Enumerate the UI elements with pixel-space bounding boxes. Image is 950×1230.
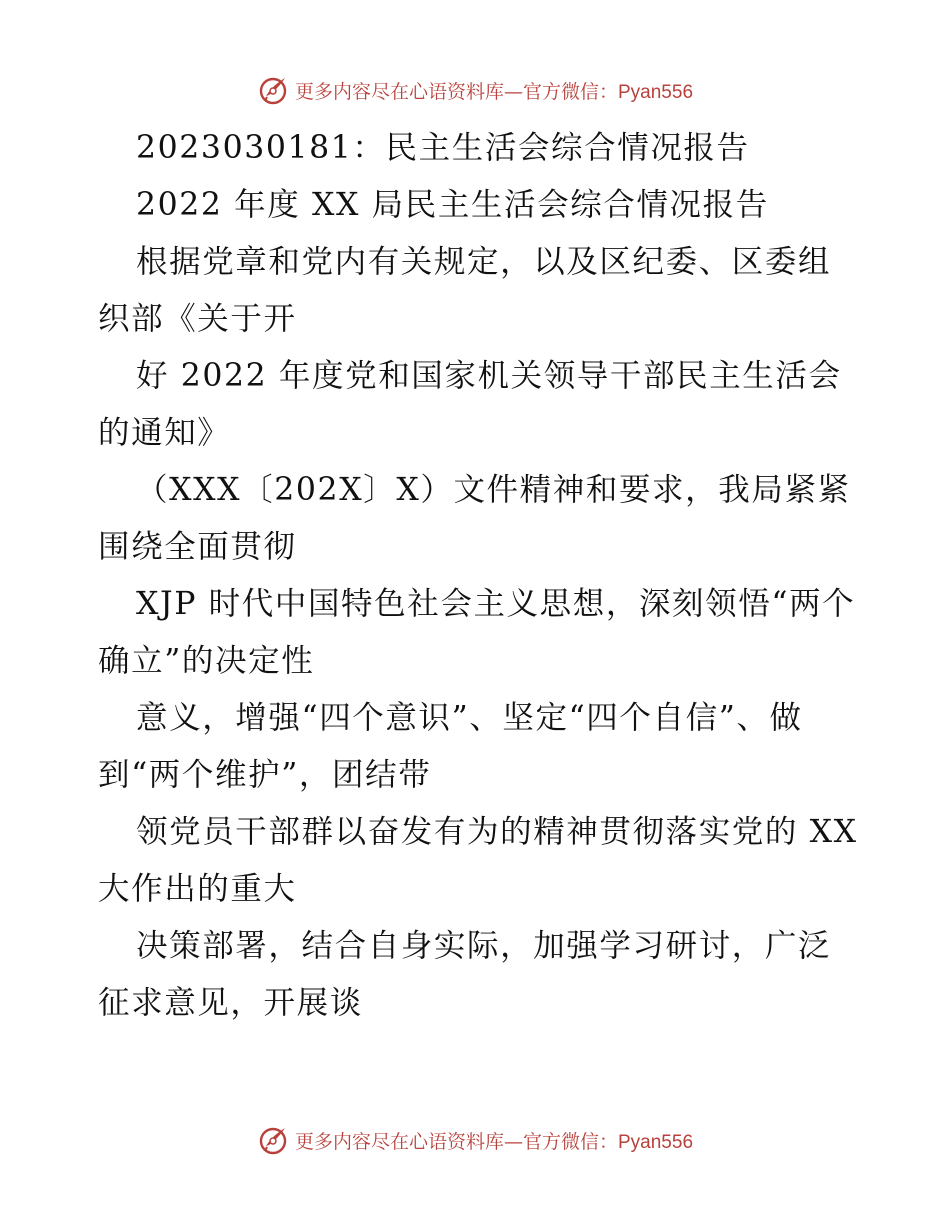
document-line: （XXX〔202X〕X）文件精神和要求，我局紧紧围绕全面贯彻 bbox=[98, 472, 851, 565]
header-watermark bbox=[0, 70, 950, 110]
watermark-text bbox=[295, 1127, 693, 1154]
watermark-label: 更多内容尽在心语资料库—官方微信： bbox=[294, 1130, 618, 1153]
document-body bbox=[98, 120, 858, 1032]
footer-watermark bbox=[0, 1120, 950, 1160]
document-line: 好 2022 年度党和国家机关领导干部民主生活会的通知》 bbox=[98, 358, 842, 451]
watermark-label: 更多内容尽在心语资料库—官方微信： bbox=[294, 80, 618, 103]
feather-pen-logo-icon bbox=[257, 1124, 289, 1156]
document-line: 领党员干部群以奋发有为的精神贯彻落实党的 XX 大作出的重大 bbox=[98, 814, 858, 907]
document-line: 根据党章和党内有关规定，以及区纪委、区委组织部《关于开 bbox=[98, 244, 832, 337]
document-line: 意义，增强“四个意识”、坚定“四个自信”、做到“两个维护”，团结带 bbox=[98, 700, 803, 793]
watermark-account: Pyan556 bbox=[618, 1131, 694, 1153]
watermark-text bbox=[295, 77, 693, 104]
feather-pen-logo-icon bbox=[257, 74, 289, 106]
document-line: XJP 时代中国特色社会主义思想，深刻领悟“两个确立”的决定性 bbox=[98, 586, 856, 679]
document-line: 2022 年度 XX 局民主生活会综合情况报告 bbox=[136, 187, 769, 223]
document-line: 2023030181：民主生活会综合情况报告 bbox=[136, 130, 750, 166]
document-line: 决策部署，结合自身实际，加强学习研讨，广泛征求意见，开展谈 bbox=[98, 928, 832, 1021]
watermark-account: Pyan556 bbox=[618, 81, 694, 103]
